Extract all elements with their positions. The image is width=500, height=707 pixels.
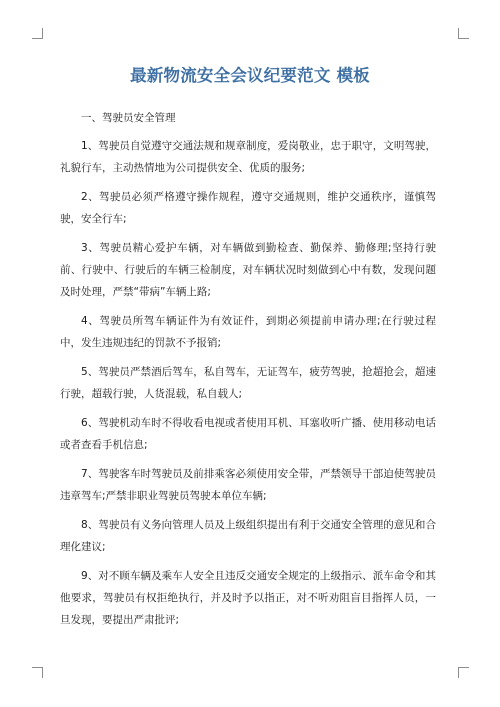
crop-mark-top-left (32, 28, 43, 39)
paragraph-2: 2、驾驶员必须严格遵守操作规程，遵守交通规则，维护交通秩序，谨慎驾驶，安全行车; (60, 191, 436, 225)
paragraph-4: 4、驾驶员所驾车辆证件为有效证件，到期必须提前申请办理;在行驶过程中，发生违规违纪的罚款不予报销; (60, 315, 436, 349)
document-title: 最新物流安全会议纪要范文 模板 (130, 66, 370, 85)
document-body (60, 107, 436, 638)
paragraph-1: 1、驾驶员自觉遵守交通法规和规章制度，爱岗敬业，忠于职守，文明驾驶，礼貌行车，主动热情地为公司提供安全、优质的服务; (60, 140, 436, 174)
paragraph-6: 6、驾驶机动车时不得收看电视或者使用耳机、耳塞收听广播、使用移动电话或者查看手机信息; (60, 417, 436, 451)
crop-mark-bottom-left (32, 667, 43, 678)
paragraph-3: 3、驾驶员精心爱护车辆，对车辆做到勤检查、勤保养、勤修理;坚持行驶前、行驶中、行驶后的车辆三检制度，对车辆状况时刻做到心中有数，发现问题及时处理，严禁“带病”车辆上路; (60, 242, 436, 298)
paragraph-8: 8、驾驶员有义务向管理人员及上级组织提出有利于交通安全管理的意见和合理化建议; (60, 519, 436, 553)
paragraph-9: 9、对不顾车辆及乘车人安全且违反交通安全规定的上级指示、派车命令和其他要求，驾驶员有权拒绝执行，并及时予以指正，对不听劝阻盲目指挥人员，一旦发现，要提出严肃批评; (60, 570, 436, 626)
paragraph-7: 7、驾驶客车时驾驶员及前排乘客必须使用安全带，严禁领导干部迫使驾驶员违章驾车;严禁非职业驾驶员驾驶本单位车辆; (60, 468, 436, 502)
section-heading: 一、驾驶员安全管理 (81, 112, 176, 124)
crop-mark-bottom-right (458, 667, 469, 678)
crop-mark-top-right (458, 28, 469, 39)
paragraph-5: 5、驾驶员严禁酒后驾车，私自驾车，无证驾车，疲劳驾驶，抢超抢会，超速行驶，超载行驶，人货混载，私自载人; (60, 366, 436, 400)
